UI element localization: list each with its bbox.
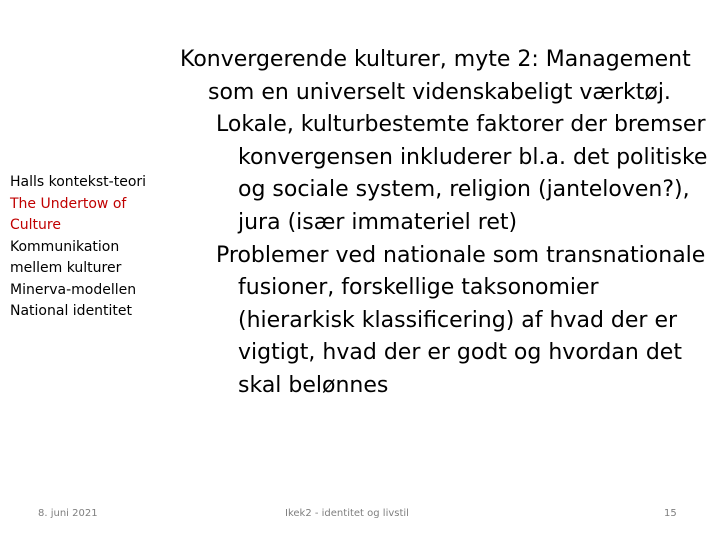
slide-content xyxy=(180,44,710,403)
footer-text: Ikek2 - identitet og livstil xyxy=(285,508,409,519)
sidebar-item-national-identitet[interactable]: National identitet xyxy=(10,303,133,319)
sidebar-item-mellem-kulturer[interactable]: mellem kulturer xyxy=(10,260,122,276)
slide-title: Konvergerende kulturer, myte 2: Management som en universelt videnskabeligt værktøj. xyxy=(180,47,691,105)
sidebar-item-kommunikation[interactable]: Kommunikation xyxy=(10,238,120,255)
sidebar-item-undertow-of[interactable]: The Undertow of xyxy=(10,195,127,212)
footer-date: 8. juni 2021 xyxy=(38,508,98,519)
sidebar-item-culture[interactable]: Culture xyxy=(10,217,61,233)
bullet-point: Problemer ved nationale som transnationale fusioner, forskellige taksonomier (hierarkisk klassificering) af hvad der er vigtigt, hvad der er godt og hvordan det skal belønnes xyxy=(216,242,706,398)
sidebar-nav xyxy=(10,172,170,323)
sidebar-item-minerva-modellen[interactable]: Minerva-modellen xyxy=(10,281,137,298)
sidebar-item-halls-kontekst-teori[interactable]: Halls kontekst-teori xyxy=(10,174,147,190)
bullet-point: Lokale, kulturbestemte faktorer der bremser konvergensen inkluderer bl.a. det politiske og sociale system, religion (janteloven?), jura (især immateriel ret) xyxy=(216,112,708,235)
page-number: 15 xyxy=(664,508,677,519)
